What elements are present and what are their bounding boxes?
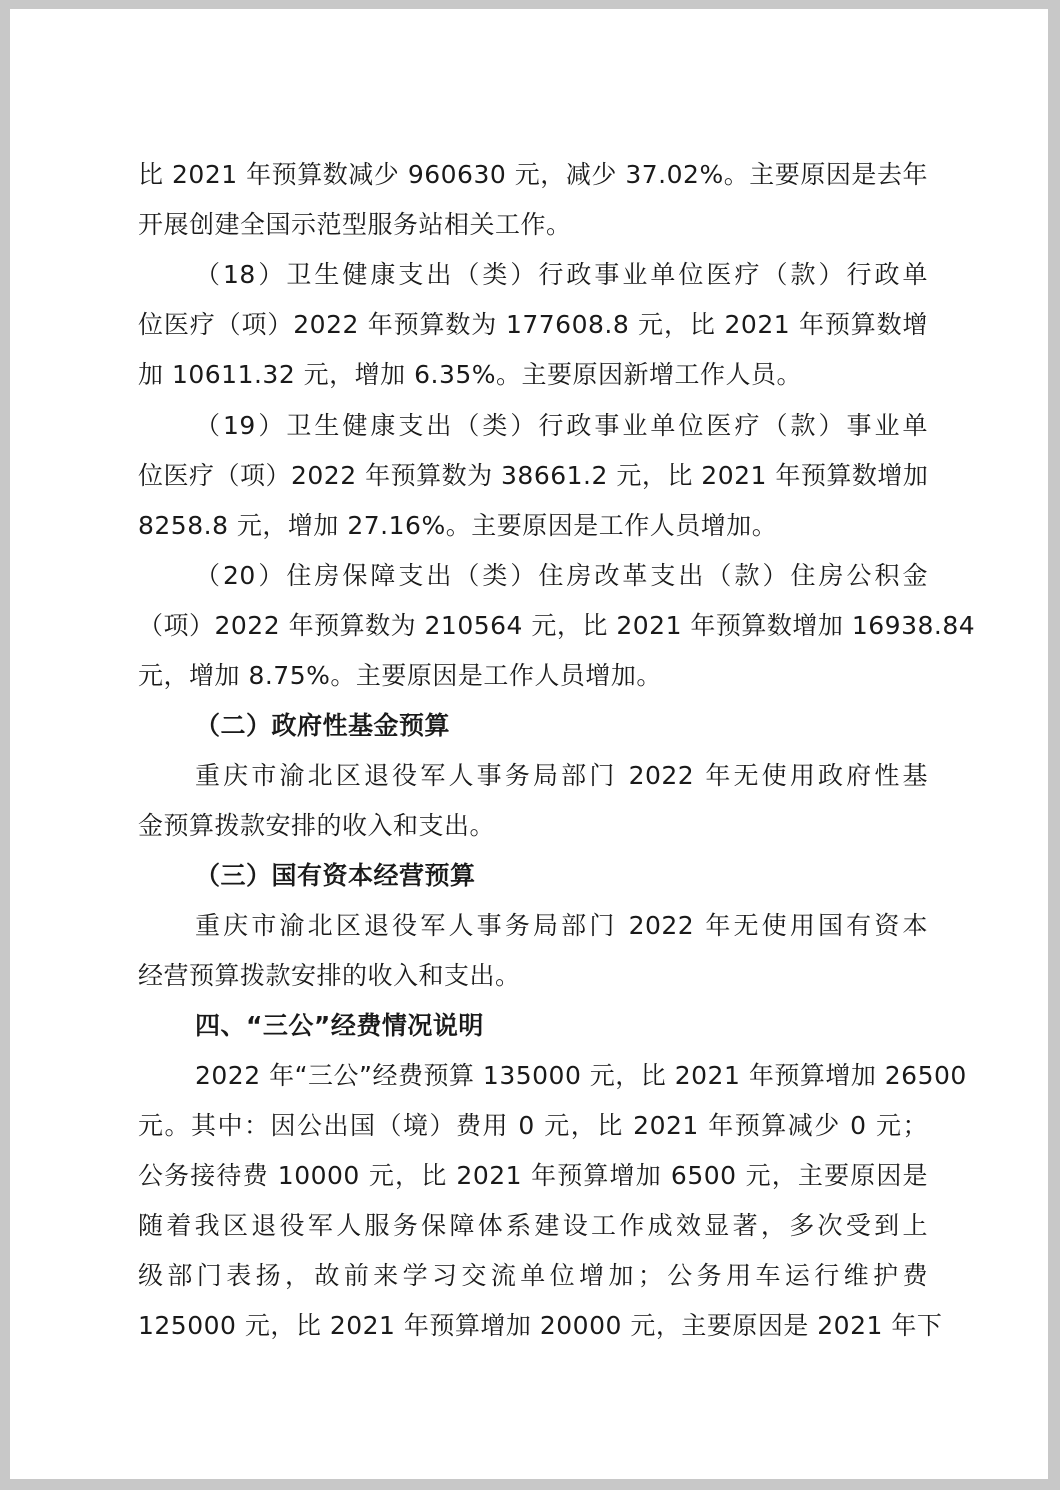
section-heading-state-capital: （三）国有资本经营预算 [195, 861, 476, 890]
text-line: 重庆市渝北区退役军人事务局部门 2022 年无使用国有资本 [195, 911, 928, 940]
paragraph-19-start: （19）卫生健康支出（类）行政事业单位医疗（款）事业单 [195, 411, 928, 440]
text-line: 金预算拨款安排的收入和支出。 [138, 811, 496, 840]
section-heading-three-public: 四、“三公”经费情况说明 [195, 1011, 484, 1040]
text-line: 随着我区退役军人服务保障体系建设工作成效显著，多次受到上 [138, 1211, 928, 1240]
text-line: 加 10611.32 元，增加 6.35%。主要原因新增工作人员。 [138, 360, 803, 389]
text-line: 级部门表扬，故前来学习交流单位增加；公务用车运行维护费 [138, 1261, 928, 1290]
paragraph-20-start: （20）住房保障支出（类）住房改革支出（款）住房公积金 [195, 561, 928, 590]
paragraph-18-start: （18）卫生健康支出（类）行政事业单位医疗（款）行政单 [195, 260, 928, 289]
text-line: 公务接待费 10000 元，比 2021 年预算增加 6500 元，主要原因是 [138, 1161, 928, 1190]
text-line: 经营预算拨款安排的收入和支出。 [138, 961, 521, 990]
text-line: 重庆市渝北区退役军人事务局部门 2022 年无使用政府性基 [195, 761, 928, 790]
text-line: 元。其中：因公出国（境）费用 0 元，比 2021 年预算减少 0 元； [138, 1111, 928, 1140]
text-line: 位医疗（项）2022 年预算数为 177608.8 元，比 2021 年预算数增 [138, 310, 928, 339]
text-line: 比 2021 年预算数减少 960630 元，减少 37.02%。主要原因是去年 [138, 160, 928, 189]
text-line: 125000 元，比 2021 年预算增加 20000 元，主要原因是 2021 年下 [138, 1311, 943, 1340]
document-page [10, 9, 1048, 1479]
text-line: 8258.8 元，增加 27.16%。主要原因是工作人员增加。 [138, 511, 778, 540]
text-line: （项）2022 年预算数为 210564 元，比 2021 年预算数增加 16938.84 [138, 611, 976, 640]
text-line: 开展创建全国示范型服务站相关工作。 [138, 210, 572, 239]
text-line: 2022 年“三公”经费预算 135000 元，比 2021 年预算增加 26500 [195, 1061, 967, 1090]
text-line: 位医疗（项）2022 年预算数为 38661.2 元，比 2021 年预算数增加 [138, 461, 929, 490]
section-heading-government-fund: （二）政府性基金预算 [195, 711, 451, 740]
text-line: 元，增加 8.75%。主要原因是工作人员增加。 [138, 661, 662, 690]
